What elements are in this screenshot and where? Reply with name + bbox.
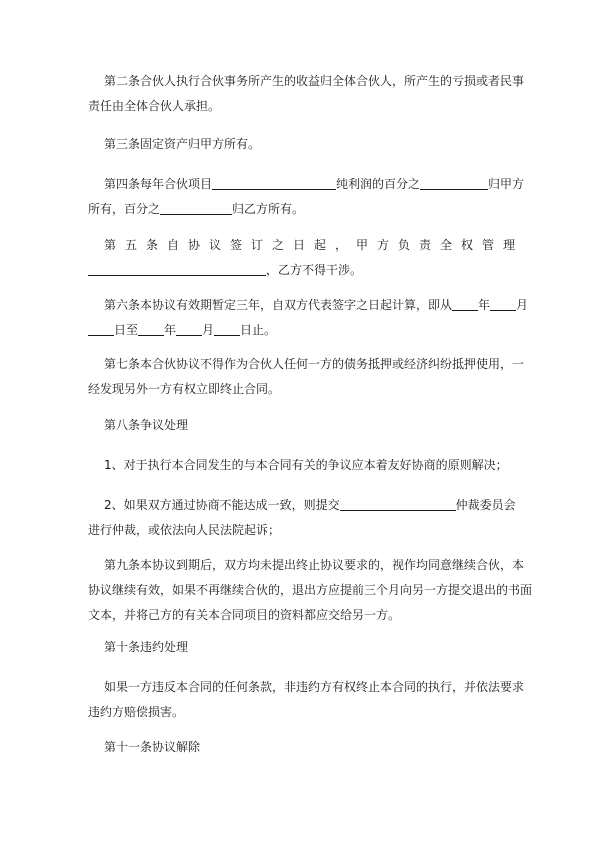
clause-6-text-g: 日止。	[240, 323, 277, 337]
clause-8-line-1: 第八条争议处理	[104, 418, 189, 432]
clause-8-item-2-text-b: 仲裁委员会	[455, 498, 516, 512]
clause-10-body-line-2: 违约方赔偿损害。	[88, 705, 185, 719]
clause-7-line-1: 第七条本合伙协议不得作为合伙人任何一方的债务抵押或经济纠纷抵押使用，一	[104, 357, 525, 371]
clause-7-line-2: 经发现另外一方有权立即终止合同。	[88, 382, 281, 396]
clause-2-line-2: 责任由全体合伙人承担。	[88, 99, 221, 113]
clause-5	[88, 233, 525, 283]
clause-9-line-3: 文本，并将己方的有关本合同项目的资料都应交给另一方。	[88, 608, 401, 622]
clause-5-text-b: ，乙方不得干涉。	[266, 263, 363, 277]
clause-8-item-1	[88, 453, 510, 478]
end-year-blank[interactable]	[138, 321, 164, 336]
clause-6-line-1	[88, 293, 529, 318]
clause-10-body-line-1: 如果一方违反本合同的任何条款，非违约方有权终止本合同的执行，并依法要求	[104, 680, 525, 694]
clause-4-text-d: 所有，百分之	[88, 202, 161, 216]
clause-2-line-1: 第二条合伙人执行合伙事务所产生的收益归全体合伙人，所产生的亏损或者民事	[104, 74, 525, 88]
clause-4-text-a: 第四条每年合伙项目	[104, 177, 213, 191]
clause-7	[88, 352, 525, 402]
clause-4-text-b: 纯利润的百分之	[336, 177, 421, 191]
clause-10-line-1: 第十条违约处理	[104, 640, 189, 654]
clause-4-line-2	[88, 197, 510, 222]
clause-3-line-1: 第三条固定资产归甲方所有。	[104, 137, 261, 151]
clause-6-line-2	[88, 318, 510, 343]
clause-4-text-c: 归甲方	[488, 177, 525, 191]
party-b-percent-blank[interactable]	[160, 200, 232, 215]
clause-4-text-e: 归乙方所有。	[232, 202, 305, 216]
clause-8-item-2-text-a: 2、如果双方通过协商不能达成一致，则提交	[104, 498, 340, 512]
clause-6-text-e: 年	[164, 323, 177, 337]
clause-2	[88, 69, 525, 119]
party-a-percent-blank[interactable]	[420, 175, 488, 190]
start-month-blank[interactable]	[490, 296, 516, 311]
start-year-blank[interactable]	[452, 296, 478, 311]
clause-10-body	[88, 675, 525, 725]
end-day-blank[interactable]	[214, 321, 240, 336]
clause-8-item-2-line-2: 进行仲裁，或依法向人民法院起诉；	[88, 523, 281, 537]
clause-8-item-1-line-1: 1、对于执行本合同发生的与本合同有关的争议应本着友好协商的原则解决；	[104, 458, 508, 472]
clause-4-line-1	[88, 172, 525, 197]
start-day-blank[interactable]	[88, 321, 114, 336]
clause-8-item-2	[88, 493, 516, 543]
clause-5-line-1: 第五条自协议签订之日起，甲方负责全权管理	[104, 238, 525, 252]
clause-4	[88, 172, 525, 222]
clause-8-item-2-line-1	[88, 493, 516, 518]
clause-8-heading	[88, 413, 510, 438]
project-name-blank[interactable]	[212, 175, 336, 190]
clause-6	[88, 293, 529, 343]
clause-6-text-f: 月	[202, 323, 215, 337]
clause-11-line-1: 第十一条协议解除	[104, 740, 201, 754]
clause-9-line-2: 协议继续有效，如果不再继续合伙的，退出方应提前三个月向另一方提交退出的书面	[88, 583, 533, 597]
clause-6-text-b: 年	[478, 298, 491, 312]
end-month-blank[interactable]	[176, 321, 202, 336]
clause-9-line-1: 第九条本协议到期后，双方均未提出终止协议要求的，视作均同意继续合伙，本	[104, 558, 525, 572]
clause-10-heading	[88, 635, 510, 660]
clause-6-text-d: 日至	[114, 323, 139, 337]
clause-11-heading	[88, 735, 510, 760]
arbitration-commission-blank[interactable]	[340, 496, 456, 511]
clause-6-text-c: 月	[516, 298, 529, 312]
clause-3	[88, 132, 510, 157]
clause-5-line-2	[88, 258, 510, 283]
clause-9	[88, 553, 533, 628]
clause-6-text-a: 第六条本协议有效期暂定三年，自双方代表签字之日起计算，即从	[104, 298, 453, 312]
management-scope-blank[interactable]	[88, 261, 266, 276]
